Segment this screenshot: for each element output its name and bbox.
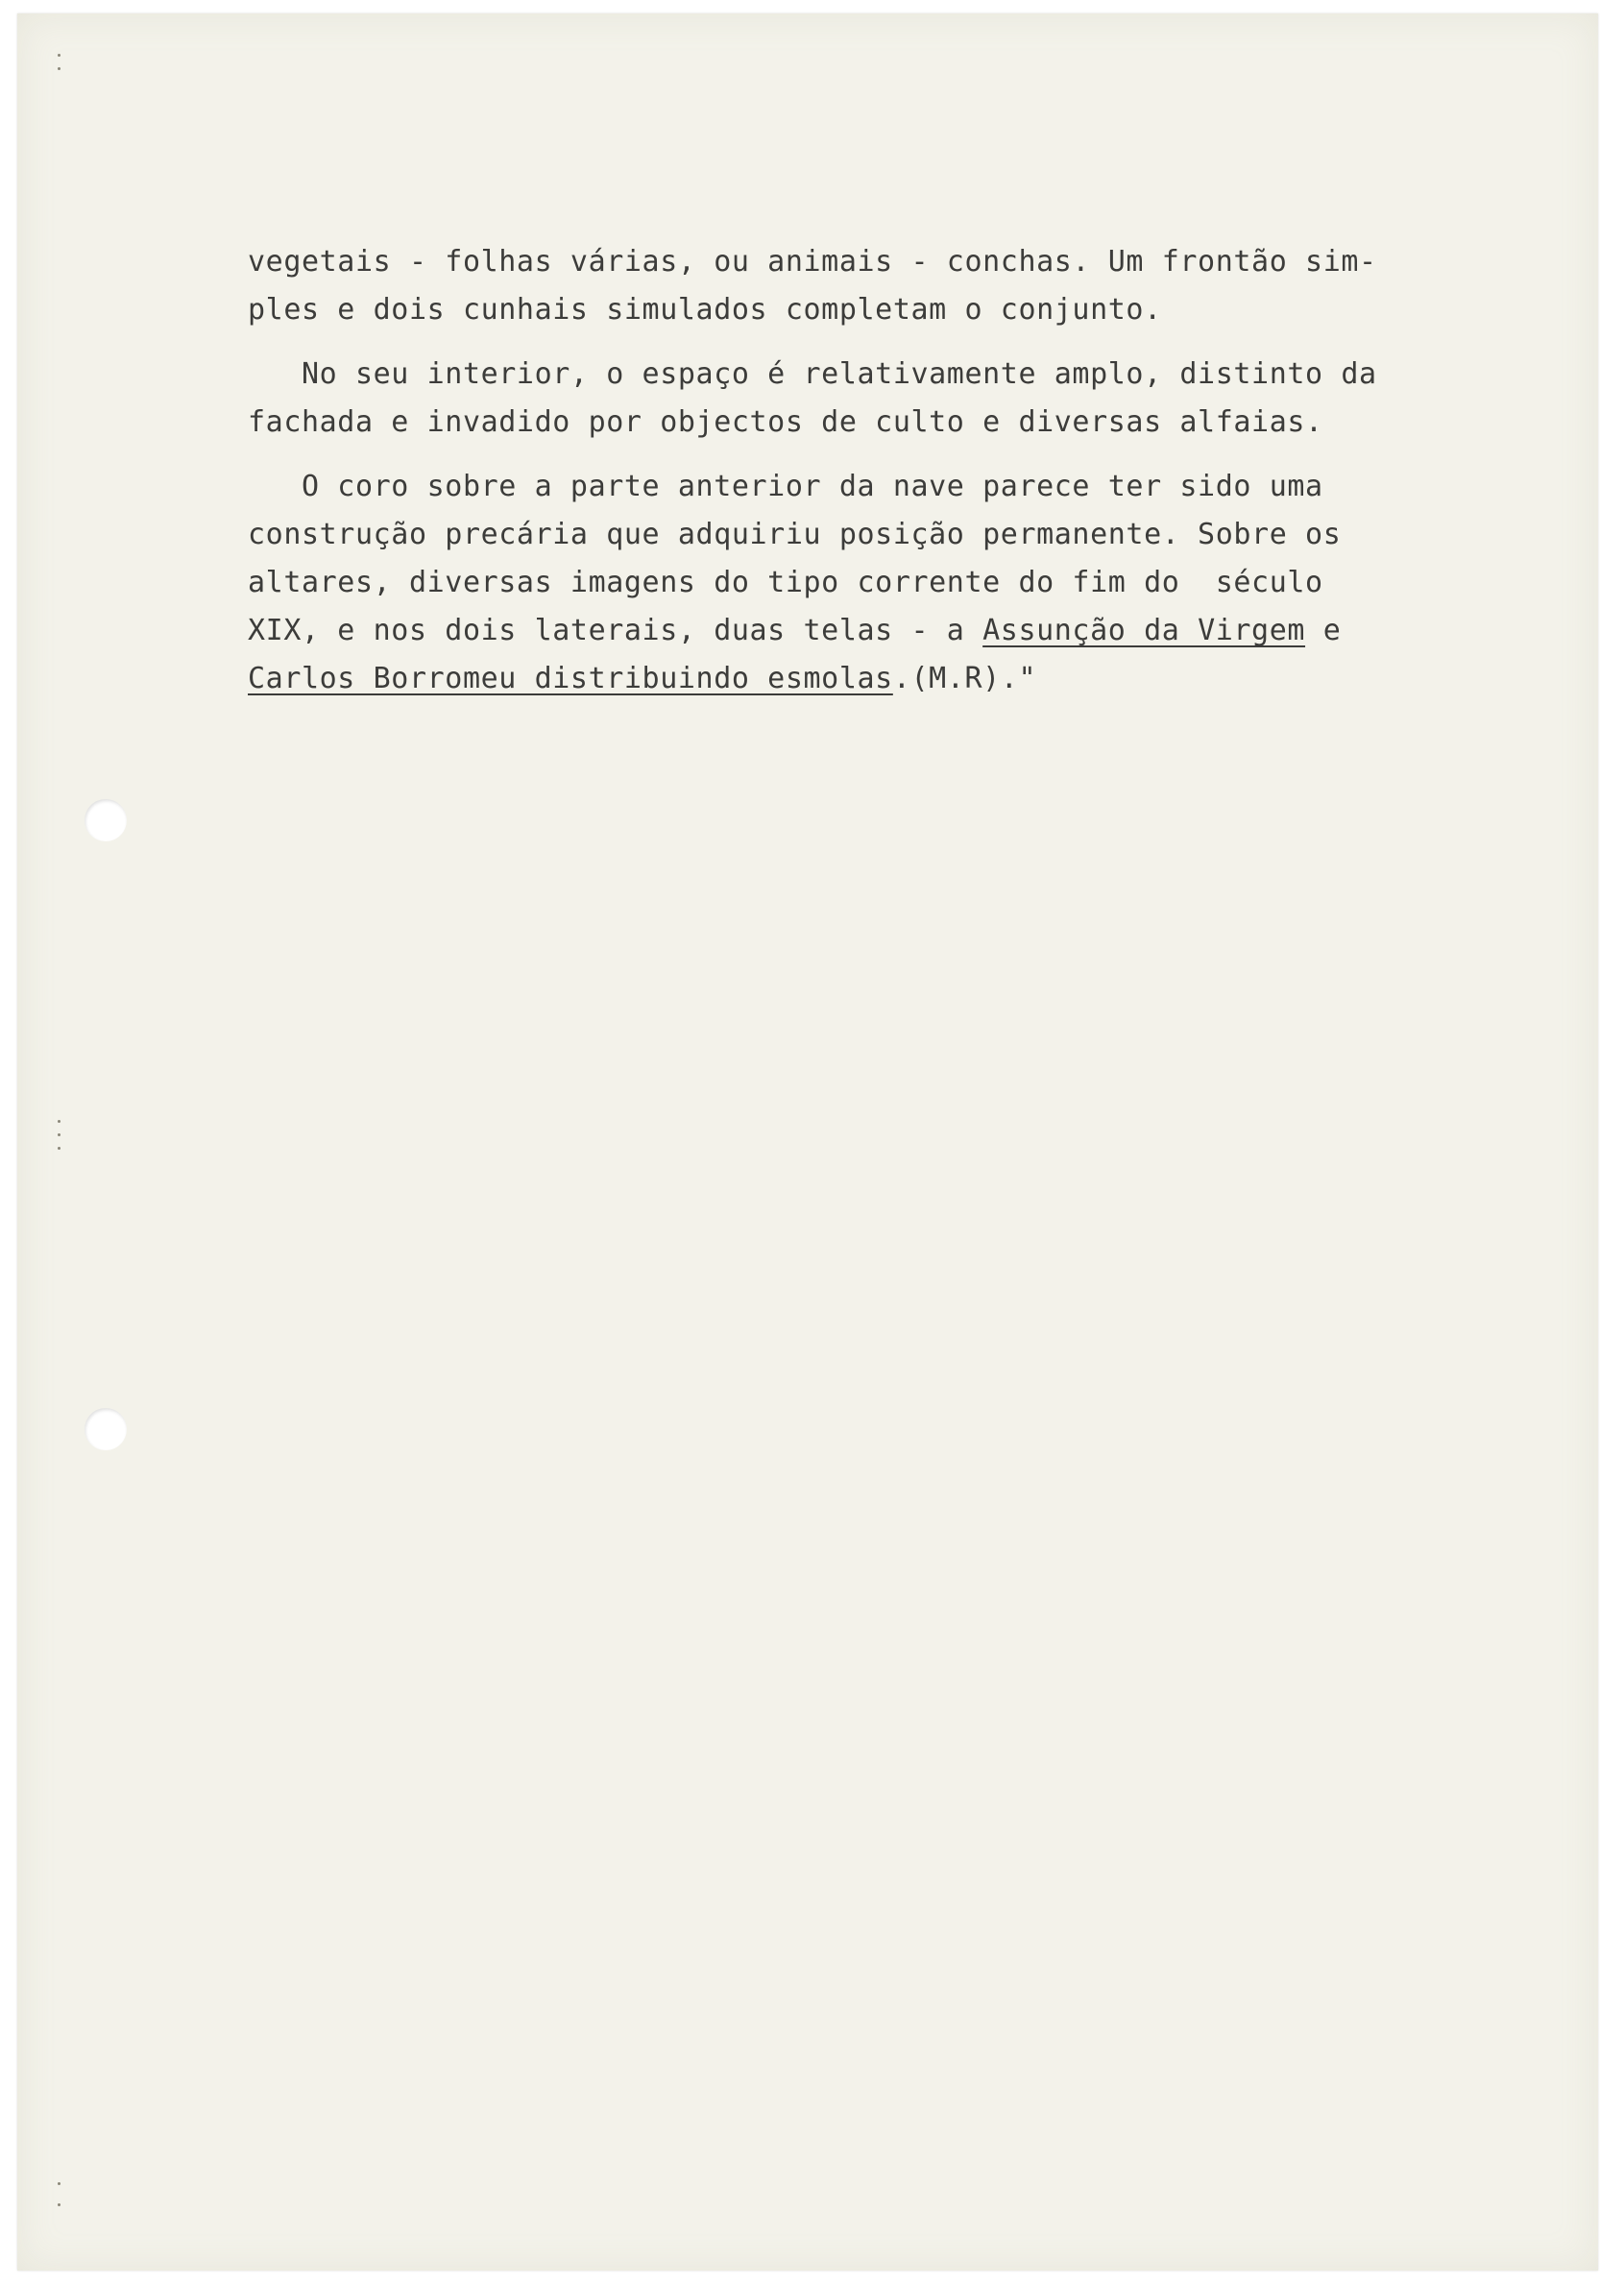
text-segment: .(M.R)." (892, 662, 1037, 695)
punch-hole-lower (85, 1408, 127, 1450)
underlined-title: Carlos Borromeu distribuindo esmolas (248, 662, 893, 695)
text-segment: XIX, e nos dois laterais, duas telas - a (248, 614, 983, 647)
text-line: No seu interior, o espaço é relativamente amplo, distinto da (248, 357, 1377, 391)
edge-mark (58, 1120, 61, 1123)
paragraph-2 (248, 351, 1496, 447)
paragraph-3 (248, 463, 1496, 703)
edge-mark (58, 2182, 61, 2185)
edge-mark (58, 67, 61, 70)
text-line: ples e dois cunhais simulados completam o conjunto. (248, 293, 1162, 327)
text-line: vegetais - folhas várias, ou animais - conchas. Um frontão sim- (248, 245, 1377, 279)
text-line: altares, diversas imagens do tipo corrente do fim do século (248, 566, 1323, 599)
underlined-title: Assunção da Virgem (982, 614, 1306, 647)
text-line (248, 607, 1496, 655)
text-segment: e (1305, 614, 1342, 647)
edge-mark (58, 1133, 61, 1136)
text-line: fachada e invadido por objectos de culto e diversas alfaias. (248, 405, 1323, 439)
text-line: construção precária que adquiriu posição permanente. Sobre os (248, 518, 1342, 551)
edge-mark (58, 2203, 61, 2206)
paragraph-1 (248, 238, 1496, 334)
edge-mark (58, 1147, 61, 1150)
edge-mark (58, 54, 61, 57)
text-line (248, 655, 1496, 703)
punch-hole-upper (85, 799, 127, 841)
typewritten-text (248, 238, 1496, 703)
text-line: O coro sobre a parte anterior da nave parece ter sido uma (248, 470, 1323, 503)
